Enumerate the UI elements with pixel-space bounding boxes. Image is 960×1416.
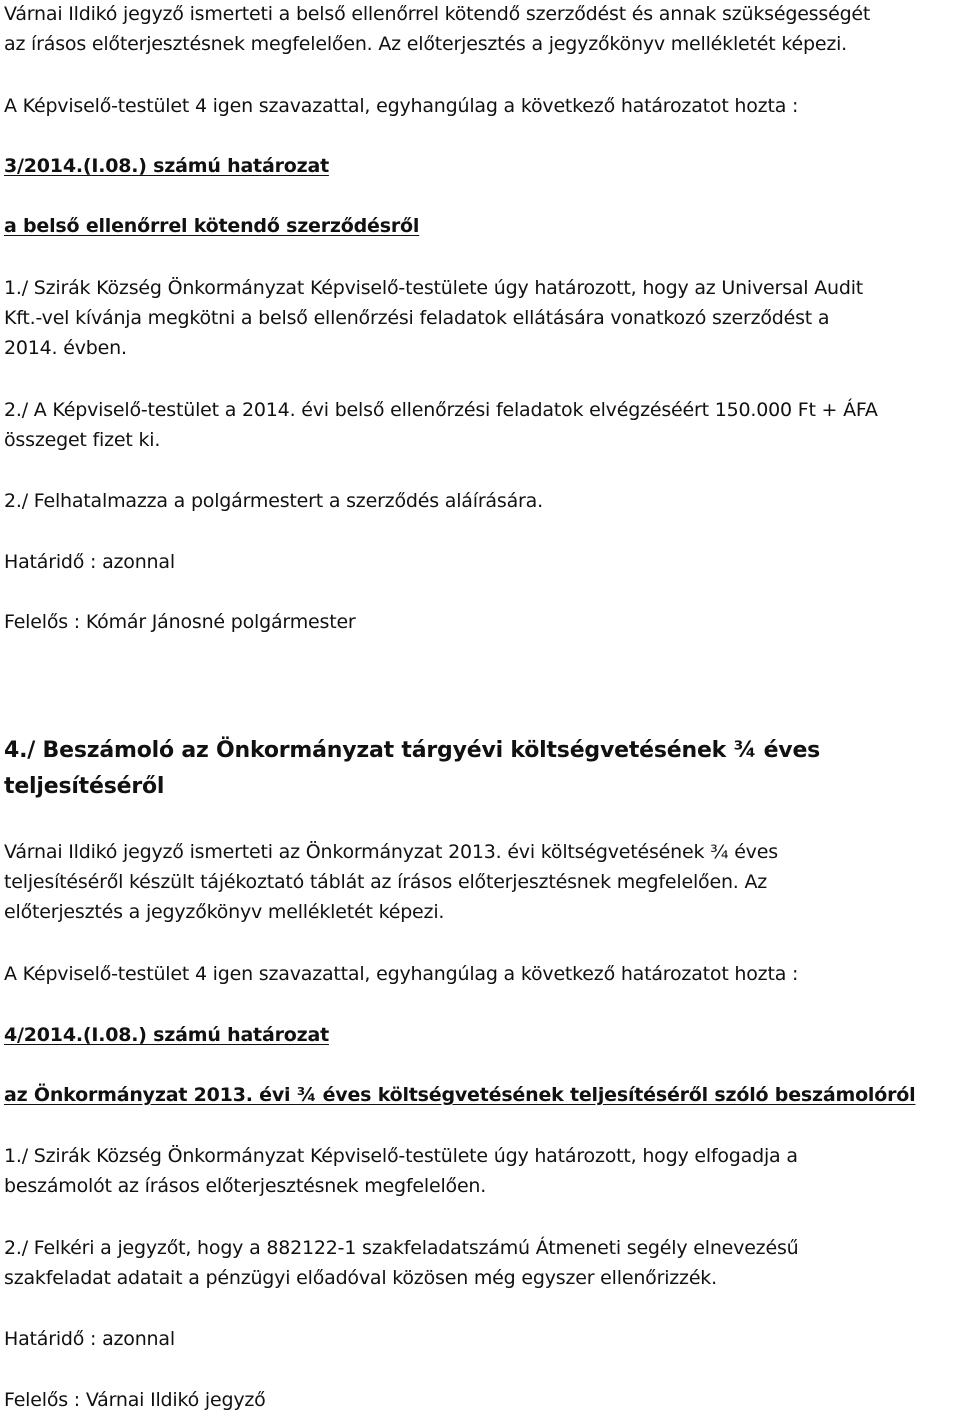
section4-intro-line2: teljesítéséről készült tájékoztató táblát az írásos előterjesztésnek megfelelően. Az [4, 871, 768, 893]
section3-point2-line1: 2./ A Képviselő-testület a 2014. évi belső ellenőrzési feladatok elvégzéséért 150.000 Ft + ÁFA [4, 399, 878, 421]
section4-resolution-number: 4/2014.(I.08.) számú határozat [4, 1024, 329, 1046]
section4-point1-line1: 1./ Szirák Község Önkormányzat Képviselő-testülete úgy határozott, hogy elfogadja a [4, 1145, 798, 1167]
section3-point3: 2./ Felhatalmazza a polgármestert a szerződés aláírására. [4, 490, 543, 512]
section4-intro-line3: előterjesztés a jegyzőkönyv mellékletét képezi. [4, 901, 445, 923]
section4-resolution-subject: az Önkormányzat 2013. évi ¾ éves költségvetésének teljesítéséről szóló beszámolóról [4, 1084, 916, 1106]
section3-intro-line2: az írásos előterjesztésnek megfelelően. Az előterjesztés a jegyzőkönyv mellékletét képezi. [4, 33, 848, 55]
section3-intro-line1: Várnai Ildikó jegyző ismerteti a belső ellenőrrel kötendő szerződést és annak szükségességét [4, 3, 871, 25]
section4-point1-line2: beszámolót az írásos előterjesztésnek megfelelően. [4, 1175, 487, 1197]
section3-responsible: Felelős : Kómár Jánosné polgármester [4, 611, 356, 633]
section4-responsible: Felelős : Várnai Ildikó jegyző [4, 1389, 266, 1411]
section3-resolution-subject: a belső ellenőrrel kötendő szerződésről [4, 215, 420, 237]
section3-point1-line2: Kft.-vel kívánja megkötni a belső ellenőrzési feladatok ellátására vonatkozó szerződést a [4, 307, 830, 329]
section3-deadline: Határidő : azonnal [4, 551, 175, 573]
section4-point2-line2: szakfeladat adatait a pénzügyi előadóval közösen még egyszer ellenőrizzék. [4, 1267, 717, 1289]
section4-deadline: Határidő : azonnal [4, 1328, 175, 1350]
section4-heading-line1: 4./ Beszámoló az Önkormányzat tárgyévi költségvetésének ¾ éves [4, 738, 821, 763]
section4-point2-line1: 2./ Felkéri a jegyzőt, hogy a 882122-1 szakfeladatszámú Átmeneti segély elnevezésű [4, 1237, 799, 1259]
section4-intro-line1: Várnai Ildikó jegyző ismerteti az Önkormányzat 2013. évi költségvetésének ¾ éves [4, 841, 778, 863]
section3-vote: A Képviselő-testület 4 igen szavazattal, egyhangúlag a következő határozatot hozta : [4, 95, 799, 117]
section3-point1-line1: 1./ Szirák Község Önkormányzat Képviselő-testülete úgy határozott, hogy az Universal Audit [4, 277, 864, 299]
section3-point1-line3: 2014. évben. [4, 337, 127, 359]
section3-resolution-number: 3/2014.(I.08.) számú határozat [4, 155, 329, 177]
section4-heading-line2: teljesítéséről [4, 774, 165, 799]
section3-point2-line2: összeget fizet ki. [4, 429, 161, 451]
section4-vote: A Képviselő-testület 4 igen szavazattal, egyhangúlag a következő határozatot hozta : [4, 963, 799, 985]
